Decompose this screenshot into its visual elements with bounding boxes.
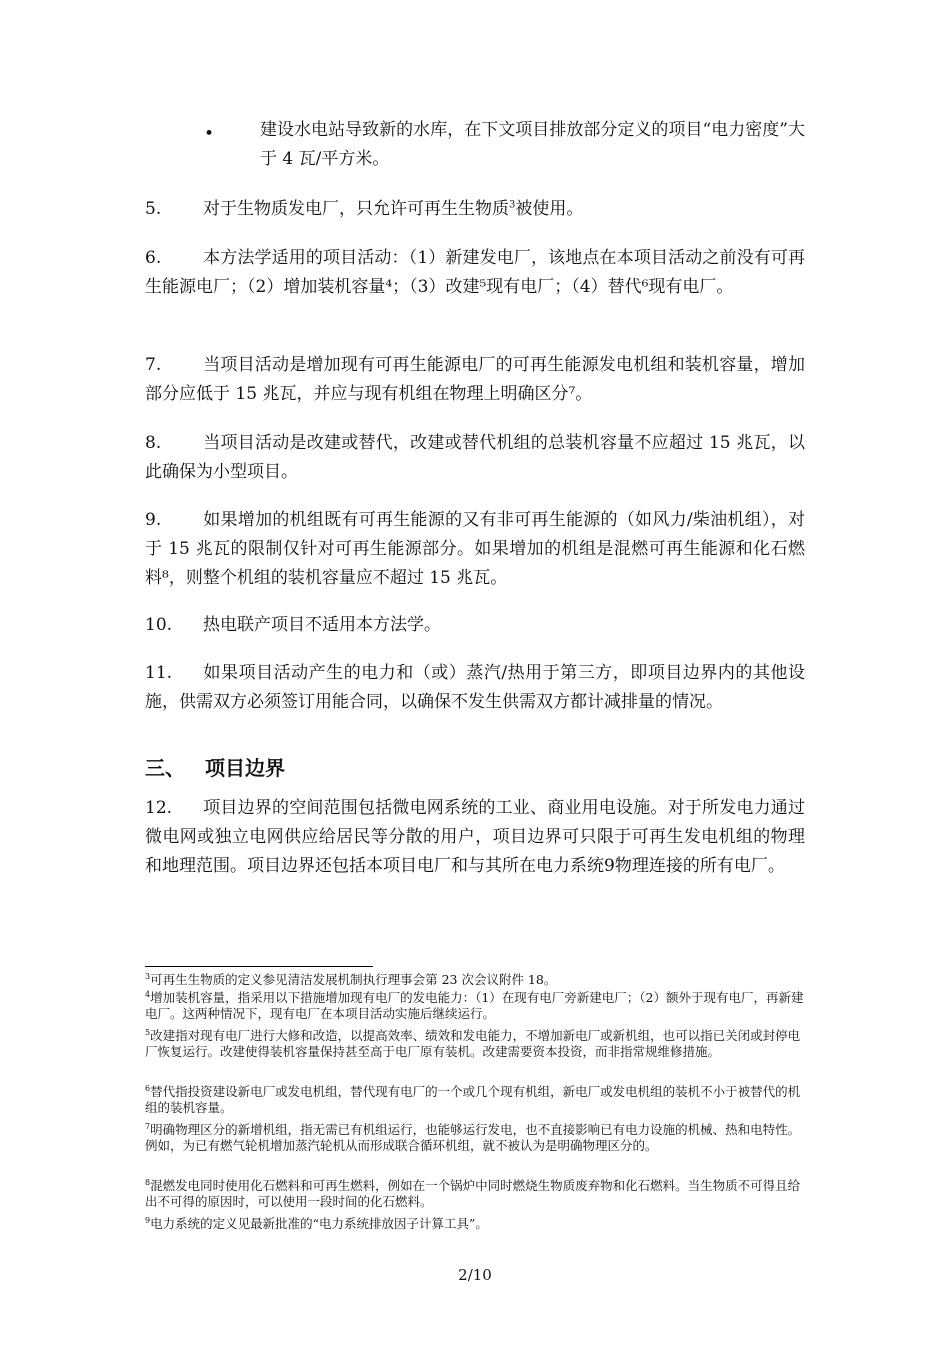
bullet-icon: • [204, 124, 215, 144]
paragraph-number: 6. [145, 248, 162, 268]
paragraph-text: 当项目活动是改建或替代，改建或替代机组的总装机容量不应超过 15 兆瓦，以此确保为小型项目。 [145, 433, 805, 482]
bullet-paragraph: 建设水电站导致新的水库，在下文项目排放部分定义的项目“电力密度”大于 4 瓦/平方米。 [260, 120, 805, 169]
footnote-mark: 5 [145, 1027, 151, 1037]
footnote-text: 电力系统的定义见最新批准的“电力系统排放因子计算工具”。 [150, 1216, 488, 1231]
footnote-text: 增加装机容量，指采用以下措施增加现有电厂的发电能力：（1）在现有电厂旁新建电厂；（2）额外于现有电厂，再新建电厂。这两种情况下，现有电厂在本项目活动实施后继续运行。 [145, 990, 804, 1021]
paragraph-number: 10. [145, 615, 173, 635]
paragraph-number: 11. [145, 663, 173, 683]
footnote [145, 1178, 805, 1210]
footnote [145, 1216, 805, 1232]
footnote-mark: 8 [145, 1177, 151, 1187]
paragraph-text: 热电联产项目不适用本方法学。 [203, 615, 441, 635]
footnote-mark: 3 [145, 971, 151, 981]
footnote-text: 明确物理区分的新增机组，指无需已有机组运行，也能够运行发电，也不直接影响已有电力设施的机械、热和电特性。例如，为已有燃气轮机增加蒸汽轮机从而形成联合循环机组，就不被认为是明确物理区分的。 [145, 1122, 801, 1153]
paragraph-number: 7. [145, 355, 162, 375]
paragraph-text: 对于生物质发电厂，只允许可再生生物质 [203, 199, 509, 219]
paragraph-9 [145, 506, 805, 593]
footnote-mark: 7 [145, 1121, 151, 1131]
paragraph-text: 项目边界的空间范围包括微电网系统的工业、商业用电设施。对于所发电力通过微电网或独立电网供应给居民等分散的用户，项目边界可只限于可再生发电机组的物理和地理范围。项目边界还包括本项目电厂和与其所在电力系统9物理连接的所有电厂。 [145, 798, 805, 876]
paragraph-text: 当项目活动是增加现有可再生能源电厂的可再生能源发电机组和装机容量，增加部分应低于 15 兆瓦，并应与现有机组在物理上明确区分⁷。 [145, 355, 805, 404]
paragraph-10 [145, 611, 805, 640]
footnote-text: 改建指对现有电厂进行大修和改造，以提高效率、绩效和发电能力，不增加新电厂或新机组，也可以指已关闭或封停电厂恢复运行。改建使得装机容量保持甚至高于电厂原有装机。改建需要资本投资，而非指常规维修措施。 [145, 1028, 801, 1059]
paragraph-6 [145, 244, 805, 302]
paragraph-11 [145, 659, 805, 717]
footnote-mark: 6 [145, 1083, 151, 1093]
section-number: 三、 [145, 756, 185, 780]
paragraph-number: 5. [145, 199, 162, 219]
footnote-mark: 4 [145, 989, 151, 999]
footnote-mark: 9 [145, 1215, 151, 1225]
footnote [145, 990, 805, 1022]
paragraph-5 [145, 195, 805, 224]
paragraph-text: 本方法学适用的项目活动：（1）新建发电厂，该地点在本项目活动之前没有可再生能源电厂；（2）增加装机容量⁴；（3）改建⁵现有电厂；（4）替代⁶现有电厂。 [145, 248, 805, 297]
footnote [145, 1028, 805, 1060]
footnote-divider [145, 966, 373, 967]
paragraph-text: 如果项目活动产生的电力和（或）蒸汽/热用于第三方，即项目边界内的其他设施，供需双方必须签订用能合同，以确保不发生供需双方都计减排量的情况。 [145, 663, 805, 712]
footnote-ref: 3 [509, 199, 516, 211]
paragraph-7 [145, 351, 805, 409]
paragraph-8 [145, 429, 805, 487]
footnote-text: 替代指投资建设新电厂或发电机组，替代现有电厂的一个或几个现有机组，新电厂或发电机组的装机不小于被替代的机组的装机容量。 [145, 1084, 801, 1115]
paragraph-number: 9. [145, 510, 162, 530]
paragraph-text: 被使用。 [515, 199, 584, 219]
footnote [145, 1084, 805, 1116]
footnote [145, 972, 805, 988]
section-heading [145, 754, 285, 782]
footnote [145, 1122, 805, 1154]
paragraph-number: 8. [145, 433, 162, 453]
footnote-text: 混燃发电同时使用化石燃料和可再生燃料，例如在一个锅炉中同时燃烧生物质废弃物和化石燃料。当生物质不可得且给出不可得的原因时，可以使用一段时间的化石燃料。 [145, 1178, 801, 1209]
section-title: 项目边界 [205, 756, 285, 780]
paragraph-12 [145, 794, 805, 881]
footnote-text: 可再生生物质的定义参见清洁发展机制执行理事会第 23 次会议附件 18。 [150, 972, 557, 987]
page-number: 2/10 [458, 1266, 492, 1284]
paragraph-text: 如果增加的机组既有可再生能源的又有非可再生能源的（如风力/柴油机组），对于 15 兆瓦的限制仅针对可再生能源部分。如果增加的机组是混燃可再生能源和化石燃料⁸，则整个机组的装机容量应不超过 15 兆瓦。 [145, 510, 805, 588]
paragraph-number: 12. [145, 798, 173, 818]
